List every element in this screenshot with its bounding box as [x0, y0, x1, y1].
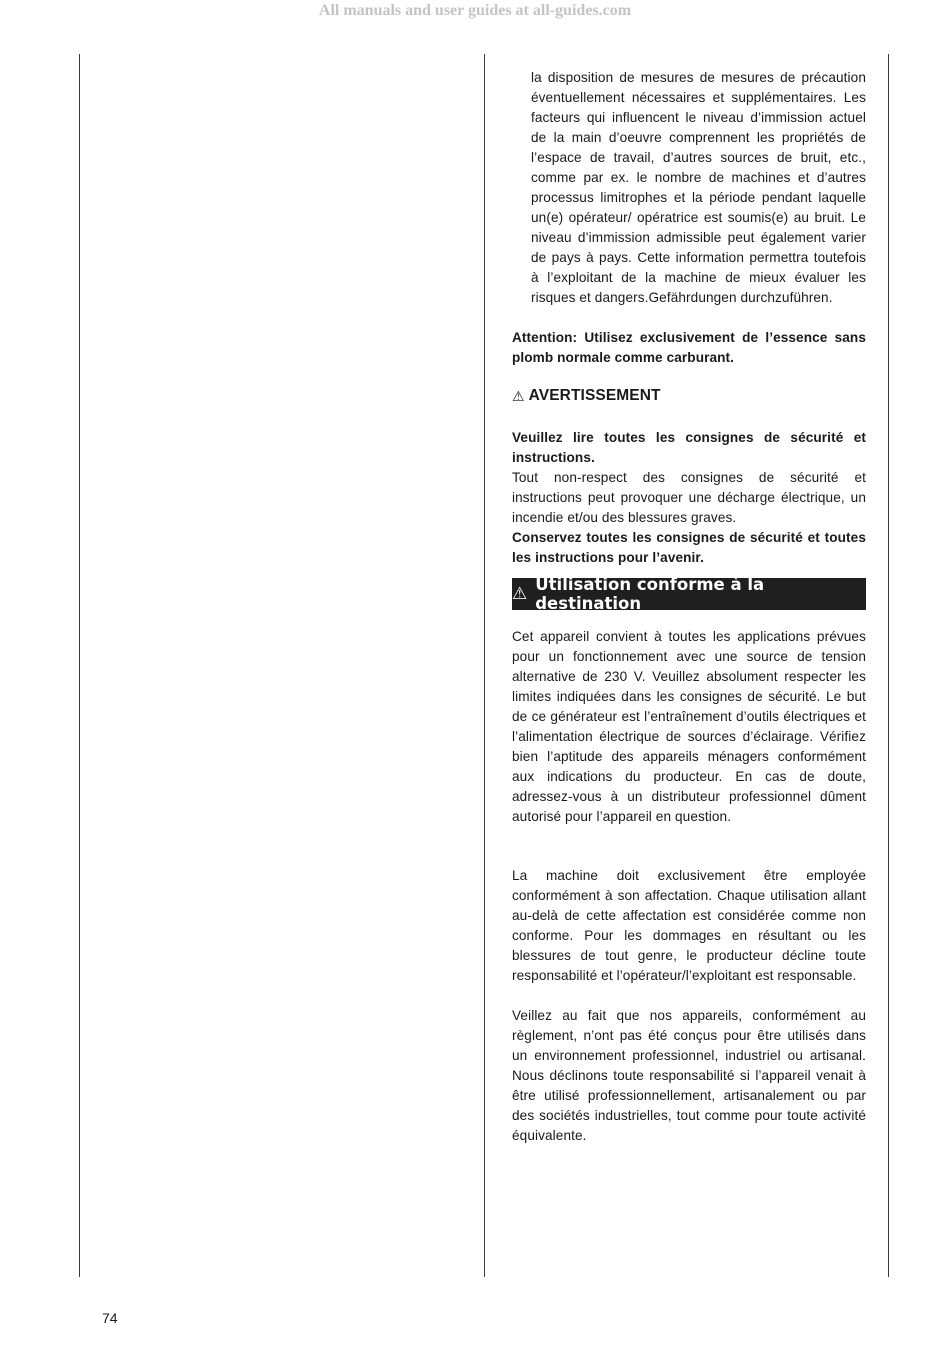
body-paragraph: Cet appareil convient à toutes les applications prévues pour un fonctionnement avec une source de tension alternative de 230 V. Veuillez absolument respecter les limites indiquées dans les consignes de sécurité. Le but de ce générateur est l’entraînement d’outils électriques et l’alimentation électrique de sources d’éclairage. Vérifiez bien l’aptitude des appareils ménagers conformément aux indications du producteur. En cas de doute, adressez-vous à un distributeur professionnel dûment autorisé pour l’appareil en question.	[512, 629, 866, 824]
section-paragraph-2	[512, 866, 866, 986]
warning-title: AVERTISSEMENT	[528, 387, 661, 404]
section-title: Utilisation conforme à la destination	[535, 575, 765, 613]
warning-triangle-icon: ⚠	[512, 584, 528, 604]
warning-bold-outro: Conservez toutes les consignes de sécurité et toutes les instructions pour l’avenir.	[512, 530, 866, 565]
left-border-line	[79, 54, 80, 1277]
warning-text: Tout non-respect des consignes de sécurité et instructions peut provoquer une décharge électrique, un incendie et/ou des blessures graves.	[512, 470, 866, 525]
body-paragraph: La machine doit exclusivement être employée conformément à son affectation. Chaque utilisation allant au-delà de cette affectation est considérée comme non conforme. Pour les dommages en résultant ou les blessures de tout genre, le producteur décline toute responsabilité et l’opérateur/l’exploitant est responsable.	[512, 868, 866, 983]
section-paragraph-1	[512, 627, 866, 827]
section-heading-banner	[512, 575, 866, 613]
section-paragraph-3	[512, 1006, 866, 1146]
column-divider-line	[484, 54, 485, 1277]
indented-block	[531, 68, 866, 308]
right-border-line	[888, 54, 889, 1277]
warning-heading	[512, 386, 866, 406]
page-number: 74	[102, 1310, 118, 1326]
body-paragraph: Veillez au fait que nos appareils, conformément au règlement, n’ont pas été conçus pour être utilisés dans un environnement professionnel, industriel ou artisanal. Nous déclinons toute responsabilité si l’appareil venait à être utilisé professionnellement, artisanalement ou par des sociétés industrielles, tout comme pour toute activité équivalente.	[512, 1008, 866, 1143]
noise-emission-paragraph: la disposition de mesures de mesures de précaution éventuellement nécessaires et supplémentaires. Les facteurs qui influencent le niveau d’immission actuel de la main d’oeuvre comprennent les propriétés de l’espace de travail, d’autres sources de bruit, etc., comme par ex. le nombre de machines et d’autres processus limitrophes et la période pendant laquelle un(e) opérateur/ opératrice est soumis(e) au bruit. Le niveau d’immission admissible peut également varier de pays à pays. Cette information permettra toutefois à l’exploitant de la machine de mieux évaluer les risques et dangers.Gefährdungen durchzuführen.	[531, 70, 866, 305]
attention-note	[512, 328, 866, 368]
warning-triangle-icon: ⚠	[512, 388, 525, 404]
warning-bold-intro: Veuillez lire toutes les consignes de sécurité et instructions.	[512, 430, 866, 465]
attention-text: Attention: Utilisez exclusivement de l’essence sans plomb normale comme carburant.	[512, 330, 866, 365]
watermark: All manuals and user guides at all-guides.com	[318, 2, 632, 19]
warning-block	[512, 428, 866, 568]
